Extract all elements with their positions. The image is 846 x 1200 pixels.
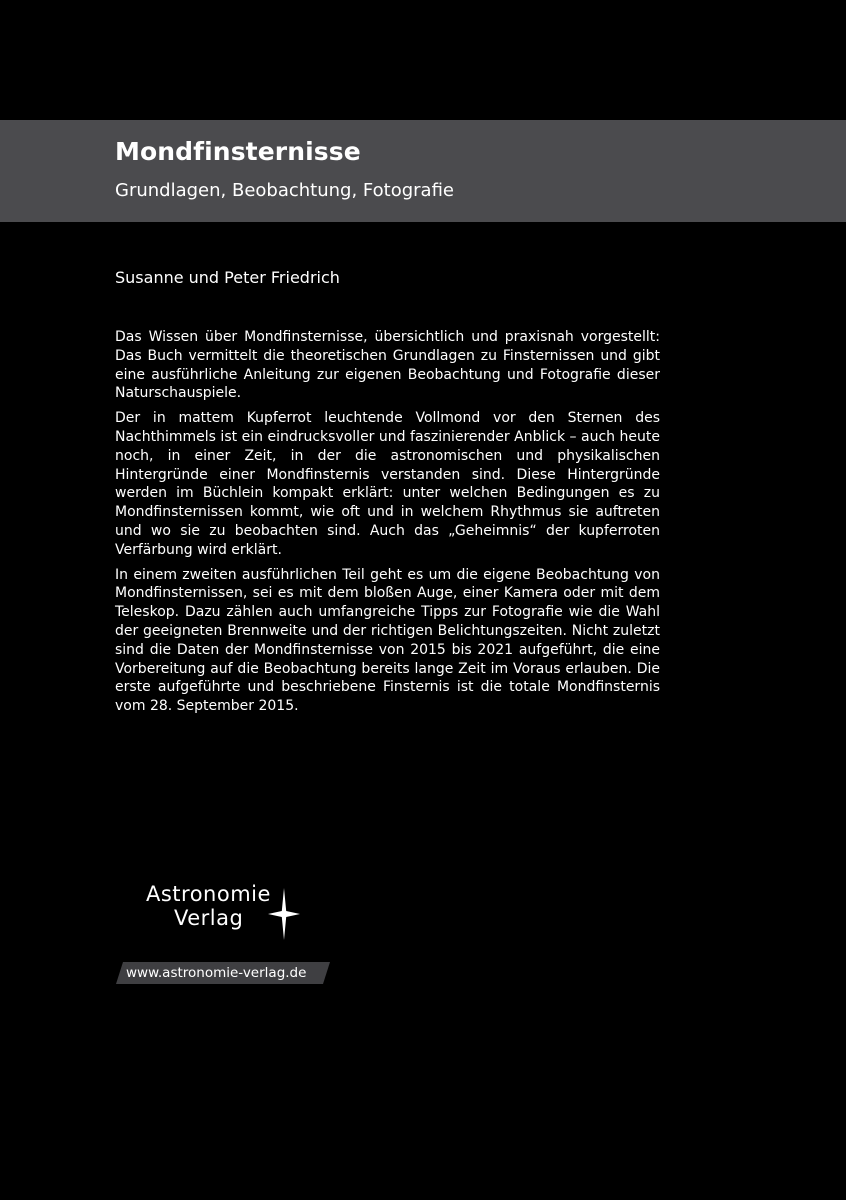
- title-band: [0, 120, 846, 222]
- blurb-paragraph-1: Das Wissen über Mondfinsternisse, übersichtlich und praxisnah vorgestellt: Das Buch vermittelt die theoretischen Grundlagen zu Finsternissen und gibt eine ausführliche Anleitung zur eigenen Beobachtung und Fotografie dieser Naturschauspiele.: [115, 329, 660, 402]
- publisher-logo-line2: Verlag: [174, 906, 244, 930]
- publisher-logo: [146, 882, 306, 942]
- publisher-website[interactable]: www.astronomie-verlag.de: [126, 965, 307, 981]
- four-point-star-icon: [268, 888, 300, 940]
- book-authors: Susanne und Peter Friedrich: [115, 268, 340, 287]
- publisher-logo-line1: Astronomie: [146, 882, 271, 906]
- blurb: [115, 328, 660, 722]
- blurb-paragraph-3: In einem zweiten ausführlichen Teil geht es um die eigene Beobachtung von Mondfinsternissen, sei es mit dem bloßen Auge, einer Kamera oder mit dem Teleskop. Dazu zählen auch umfangreiche Tipps zur Fotografie wie die Wahl der geeigneten Brennweite und der richtigen Belichtungszeiten. Nicht zuletzt sind die Daten der Mondfinsternisse von 2015 bis 2021 aufgeführt, die eine Vorbereitung auf die Beobachtung bereits lange Zeit im Voraus erlauben. Die erste aufgeführte und beschriebene Finsternis ist die totale Mondfinsternis vom 28. September 2015.: [115, 566, 660, 715]
- book-subtitle: Grundlagen, Beobachtung, Fotografie: [115, 180, 454, 201]
- book-title: Mondfinsternisse: [115, 137, 361, 166]
- blurb-paragraph-2: Der in mattem Kupferrot leuchtende Vollmond vor den Sternen des Nachthimmels ist ein eindrucksvoller und faszinierender Anblick – auch heute noch, in einer Zeit, in der die astronomischen und physikalischen Hintergründe einer Mondfinsternis verstanden sind. Diese Hintergründe werden im Büchlein kompakt erklärt: unter welchen Bedingungen es zu Mondfinsternissen kommt, wie oft und in welchem Rhythmus sie auftreten und wo sie zu beobachten sind. Auch das „Geheimnis“ der kupferroten Verfärbung wird erklärt.: [115, 410, 660, 558]
